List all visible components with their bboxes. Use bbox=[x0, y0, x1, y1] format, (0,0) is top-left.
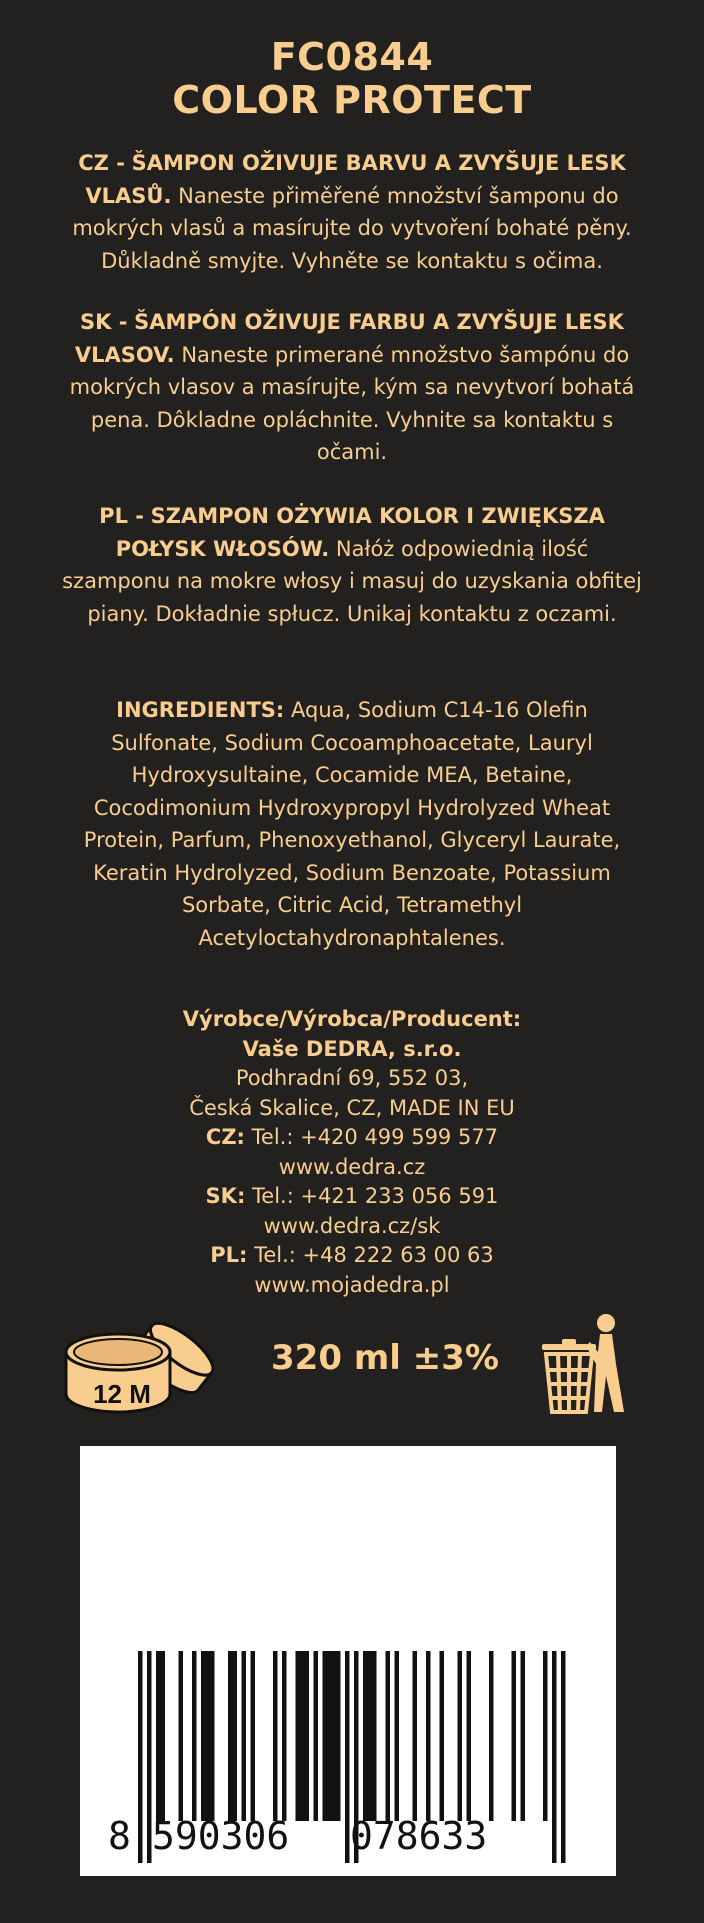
instructions-pl: Nałóż odpowiednią ilość szamponu na mokre włosy i masuj do uzyskania obfitej piany. Dokładnie spłucz. Unikaj kontaktu z oczami. bbox=[62, 536, 642, 626]
barcode-bar bbox=[210, 1651, 215, 1821]
barcode-bar bbox=[251, 1651, 256, 1821]
trash-bin-person-icon bbox=[540, 1312, 632, 1420]
phone-sk: Tel.: +421 233 056 591 bbox=[252, 1184, 499, 1208]
barcode-bar bbox=[368, 1651, 373, 1821]
manufacturer-info bbox=[60, 1005, 644, 1300]
barcode-bar bbox=[138, 1651, 143, 1863]
barcode-bar bbox=[512, 1651, 517, 1821]
lang-code-sk: SK - bbox=[80, 310, 128, 334]
barcode-bar bbox=[336, 1651, 341, 1821]
barcode-bar bbox=[363, 1651, 368, 1821]
web-cz: www.dedra.cz bbox=[278, 1154, 426, 1179]
headline-cz: ŠAMPON OŽIVUJE BARVU A ZVYŠUJE LESK VLASŮ. bbox=[85, 151, 626, 208]
barcode-bar bbox=[552, 1651, 557, 1863]
barcode-bar bbox=[242, 1651, 247, 1821]
address-line-1: Podhradní 69, 552 03, bbox=[235, 1066, 469, 1090]
instructions-sk: Naneste primerané množstvo šampónu do mokrých vlasov a masírujte, kým sa nevytvorí bohatá pena. Dôkladne opláchnite. Vyhnite sa kontaktu s očami. bbox=[69, 342, 635, 464]
barcode-bar bbox=[323, 1651, 328, 1821]
barcode-bar bbox=[147, 1651, 152, 1863]
manufacturer-label: Výrobce/Výrobca/Producent: bbox=[182, 1007, 522, 1031]
barcode-bar bbox=[332, 1651, 337, 1821]
barcode-bar bbox=[305, 1651, 310, 1821]
barcode-digits-left: 590306 bbox=[152, 1814, 290, 1858]
ingredients-list: Aqua, Sodium C14-16 Olefin Sulfonate, Sodium Cocoamphoacetate, Lauryl Hydroxysultaine, Cocamide MEA, Betaine, Cocodimonium Hydroxypropyl Hydrolyzed Wheat Protein, Parfum, Phenoxyethanol, Glyceryl Laurate, Keratin Hydrolyzed, Sodium Benzoate, Potassium Sorbate, Citric Acid, Tetramethyl Acetyloctahydronaphtalenes. bbox=[83, 698, 621, 950]
barcode-bar bbox=[386, 1651, 391, 1821]
lang-code-cz: CZ - bbox=[78, 151, 125, 175]
barcode-bar bbox=[521, 1651, 526, 1821]
barcode-bar bbox=[314, 1651, 319, 1821]
lang-code-pl: PL - bbox=[99, 504, 144, 528]
barcode-bar bbox=[179, 1651, 184, 1821]
barcode-bar bbox=[273, 1651, 278, 1821]
phone-pl: Tel.: +48 222 63 00 63 bbox=[254, 1243, 494, 1267]
barcode-bar bbox=[233, 1651, 238, 1821]
contact-pl-phone bbox=[60, 1241, 644, 1271]
country-code-pl: PL: bbox=[210, 1243, 248, 1267]
barcode-bar bbox=[426, 1651, 431, 1821]
barcode-bar bbox=[489, 1651, 494, 1821]
barcode-bar bbox=[296, 1651, 301, 1821]
barcode-bar bbox=[372, 1651, 377, 1821]
ingredients bbox=[60, 694, 644, 954]
instructions-cz: Naneste přiměřené množství šamponu do mokrých vlasů a masírujte do vytvoření bohaté pěny. Důkladně smyjte. Vyhněte se kontaktu s očima. bbox=[72, 183, 632, 273]
headline-pl: SZAMPON OŻYWIA KOLOR I ZWIĘKSZA POŁYSK WŁOSÓW. bbox=[115, 504, 605, 561]
section-pl bbox=[60, 500, 644, 630]
headline-sk: ŠAMPÓN OŽIVUJE FARBU A ZVYŠUJE LESK VLASOV. bbox=[74, 310, 624, 367]
barcode-bar bbox=[467, 1651, 472, 1821]
barcode-digits-right: 078633 bbox=[350, 1814, 488, 1858]
contact-sk-phone bbox=[60, 1182, 644, 1212]
barcode-bar bbox=[282, 1651, 287, 1821]
barcode-bar bbox=[395, 1651, 400, 1821]
product-code: FC0844 bbox=[270, 35, 434, 79]
manufacturer-company: Vaše DEDRA, s.r.o. bbox=[242, 1036, 462, 1061]
address-line-2: Česká Skalice, CZ, MADE IN EU bbox=[189, 1095, 515, 1120]
product-name: COLOR PROTECT bbox=[172, 78, 532, 122]
barcode-bar bbox=[300, 1651, 305, 1821]
barcode-bar bbox=[156, 1651, 161, 1821]
open-jar-icon bbox=[62, 1308, 232, 1422]
ingredients-label: INGREDIENTS: bbox=[116, 698, 285, 722]
pao-label: 12 M bbox=[93, 1379, 151, 1409]
barcode-bar bbox=[228, 1651, 233, 1821]
barcode-bar bbox=[327, 1651, 332, 1821]
barcode-bar bbox=[413, 1651, 418, 1821]
barcode-bar bbox=[543, 1651, 548, 1821]
barcode-bar bbox=[458, 1651, 463, 1821]
section-cz bbox=[60, 147, 644, 277]
barcode-panel bbox=[80, 1446, 616, 1876]
volume: 320 ml ±3% bbox=[271, 1338, 499, 1378]
barcode-bar bbox=[201, 1651, 206, 1821]
web-sk: www.dedra.cz/sk bbox=[263, 1213, 441, 1238]
barcode-bar bbox=[192, 1651, 197, 1821]
country-code-sk: SK: bbox=[205, 1184, 246, 1208]
phone-cz: Tel.: +420 499 599 577 bbox=[251, 1125, 499, 1149]
barcode-bar bbox=[206, 1651, 211, 1821]
contact-cz-phone bbox=[60, 1123, 644, 1153]
country-code-cz: CZ: bbox=[205, 1125, 245, 1149]
barcode-bar bbox=[345, 1651, 350, 1863]
barcode-digit-first: 8 bbox=[108, 1814, 131, 1858]
section-sk bbox=[60, 306, 644, 469]
barcode-bar bbox=[161, 1651, 166, 1821]
product-title bbox=[0, 36, 704, 122]
barcode-bar bbox=[561, 1651, 566, 1863]
barcode-bar bbox=[440, 1651, 445, 1821]
web-pl: www.mojadedra.pl bbox=[254, 1272, 450, 1297]
